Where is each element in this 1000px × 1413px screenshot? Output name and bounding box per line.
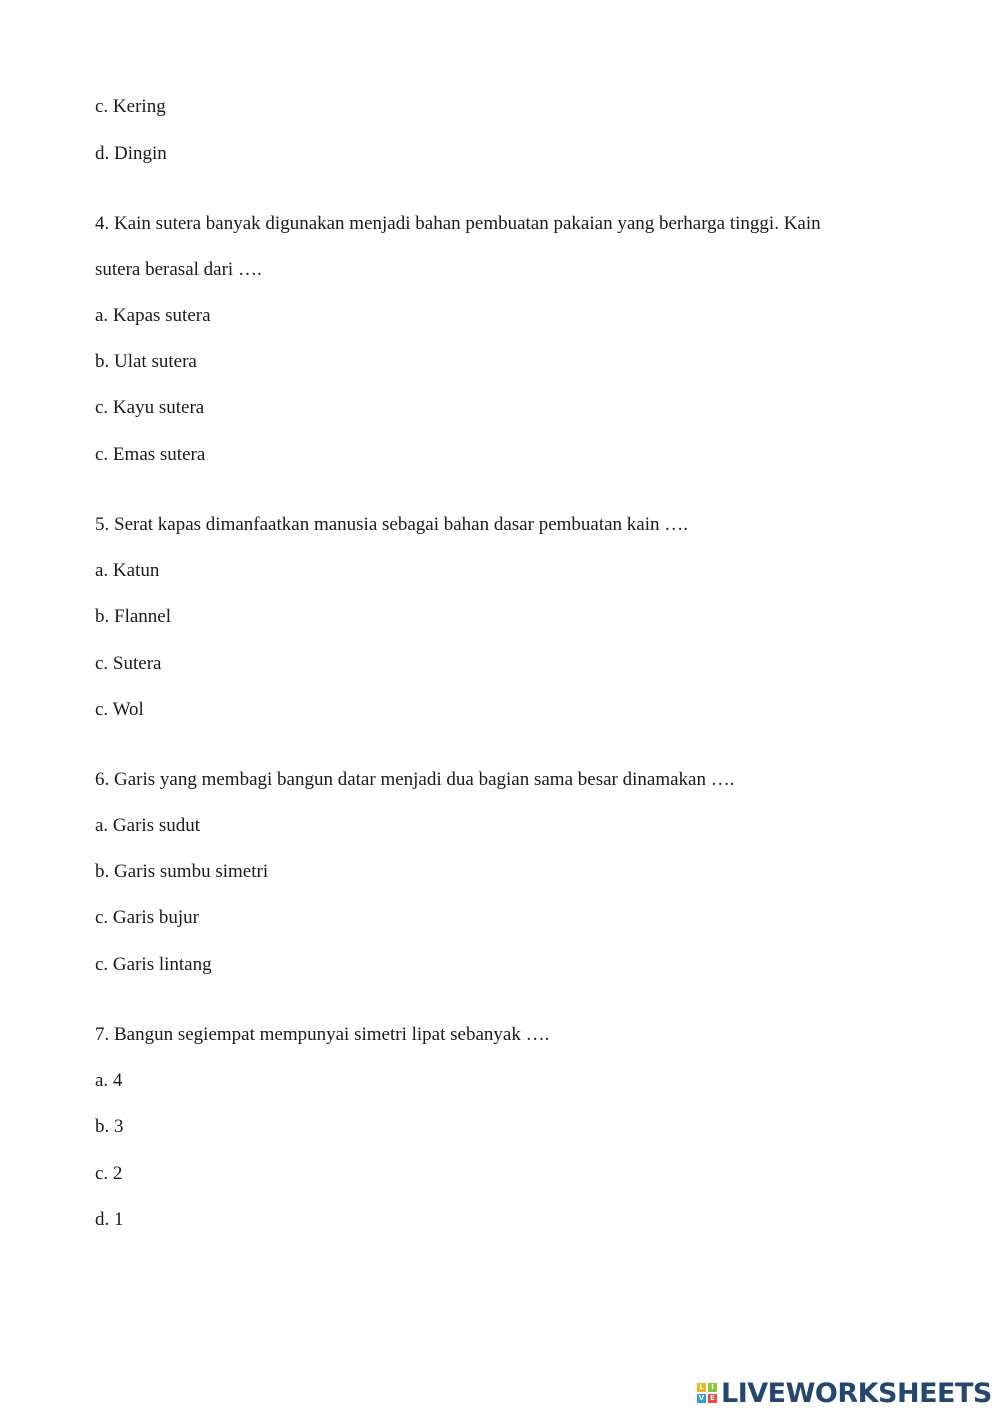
- liveworksheets-mark-icon: L I V E: [697, 1383, 717, 1403]
- liveworksheets-logo: [697, 1377, 992, 1409]
- option-7c: c. 2: [95, 1163, 123, 1184]
- logo-text: LIVEWORKSHEETS: [721, 1377, 992, 1409]
- option-4c: c. Kayu sutera: [95, 397, 205, 418]
- question-5: 5. Serat kapas dimanfaatkan manusia sebagai bahan dasar pembuatan kain ….: [95, 514, 689, 535]
- option-6d: c. Garis lintang: [95, 954, 212, 975]
- option-4b: b. Ulat sutera: [95, 351, 197, 372]
- option-5d: c. Wol: [95, 699, 144, 720]
- option-6a: a. Garis sudut: [95, 815, 201, 836]
- option-3d: d. Dingin: [95, 143, 167, 164]
- option-6b: b. Garis sumbu simetri: [95, 861, 269, 882]
- option-5c: c. Sutera: [95, 653, 162, 674]
- option-3c: c. Kering: [95, 96, 166, 117]
- question-4-line-1: 4. Kain sutera banyak digunakan menjadi bahan pembuatan pakaian yang berharga tinggi. Kain: [95, 213, 821, 234]
- question-7: 7. Bangun segiempat mempunyai simetri lipat sebanyak ….: [95, 1024, 550, 1045]
- question-4-line-2: sutera berasal dari ….: [95, 259, 262, 280]
- option-4a: a. Kapas sutera: [95, 305, 211, 326]
- option-7a: a. 4: [95, 1070, 123, 1091]
- option-5a: a. Katun: [95, 560, 160, 581]
- question-6: 6. Garis yang membagi bangun datar menjadi dua bagian sama besar dinamakan ….: [95, 769, 735, 790]
- option-5b: b. Flannel: [95, 606, 171, 627]
- option-7d: d. 1: [95, 1209, 124, 1230]
- option-7b: b. 3: [95, 1116, 124, 1137]
- option-6c: c. Garis bujur: [95, 907, 199, 928]
- option-4d: c. Emas sutera: [95, 444, 206, 465]
